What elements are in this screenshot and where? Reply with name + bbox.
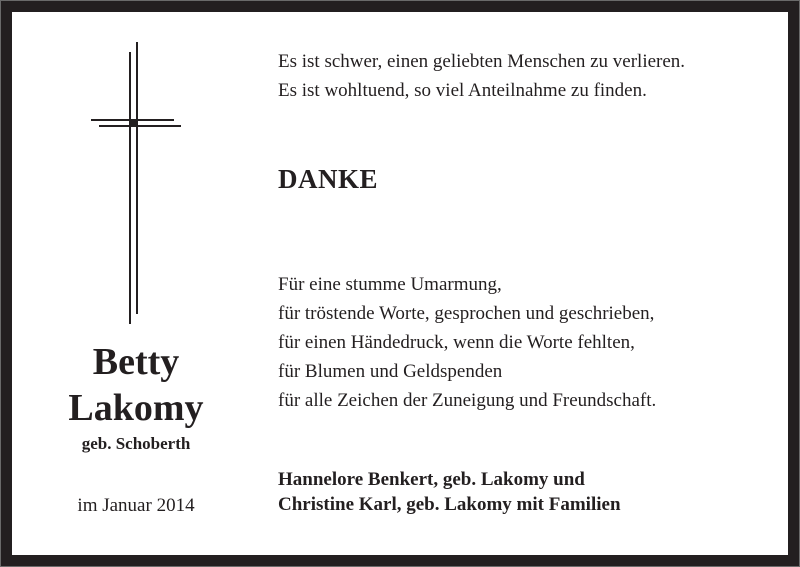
- family-signature: [278, 467, 621, 517]
- thanks-line: für Blumen und Geldspenden: [278, 361, 503, 382]
- thanks-line: für einen Händedruck, wenn die Worte fehlten,: [278, 332, 635, 353]
- deceased-first-name: Betty: [92, 341, 180, 383]
- thanks-line: Für eine stumme Umarmung,: [278, 274, 502, 295]
- notice-date: im Januar 2014: [77, 495, 195, 516]
- intro-text: [278, 47, 685, 105]
- signature-line: Hannelore Benkert, geb. Lakomy und: [278, 469, 585, 490]
- deceased-last-name: Lakomy: [68, 387, 204, 429]
- intro-line: Es ist wohltuend, so viel Anteilnahme zu finden.: [278, 80, 647, 101]
- signature-line: Christine Karl, geb. Lakomy mit Familien: [278, 494, 621, 515]
- thanks-line: für tröstende Worte, gesprochen und geschrieben,: [278, 303, 655, 324]
- deceased-birth-name: geb. Schoberth: [81, 434, 191, 453]
- heading-danke: DANKE: [278, 164, 379, 194]
- thanks-text: [278, 270, 656, 415]
- thanks-line: für alle Zeichen der Zuneigung und Freundschaft.: [278, 390, 657, 411]
- intro-line: Es ist schwer, einen geliebten Menschen zu verlieren.: [278, 51, 686, 72]
